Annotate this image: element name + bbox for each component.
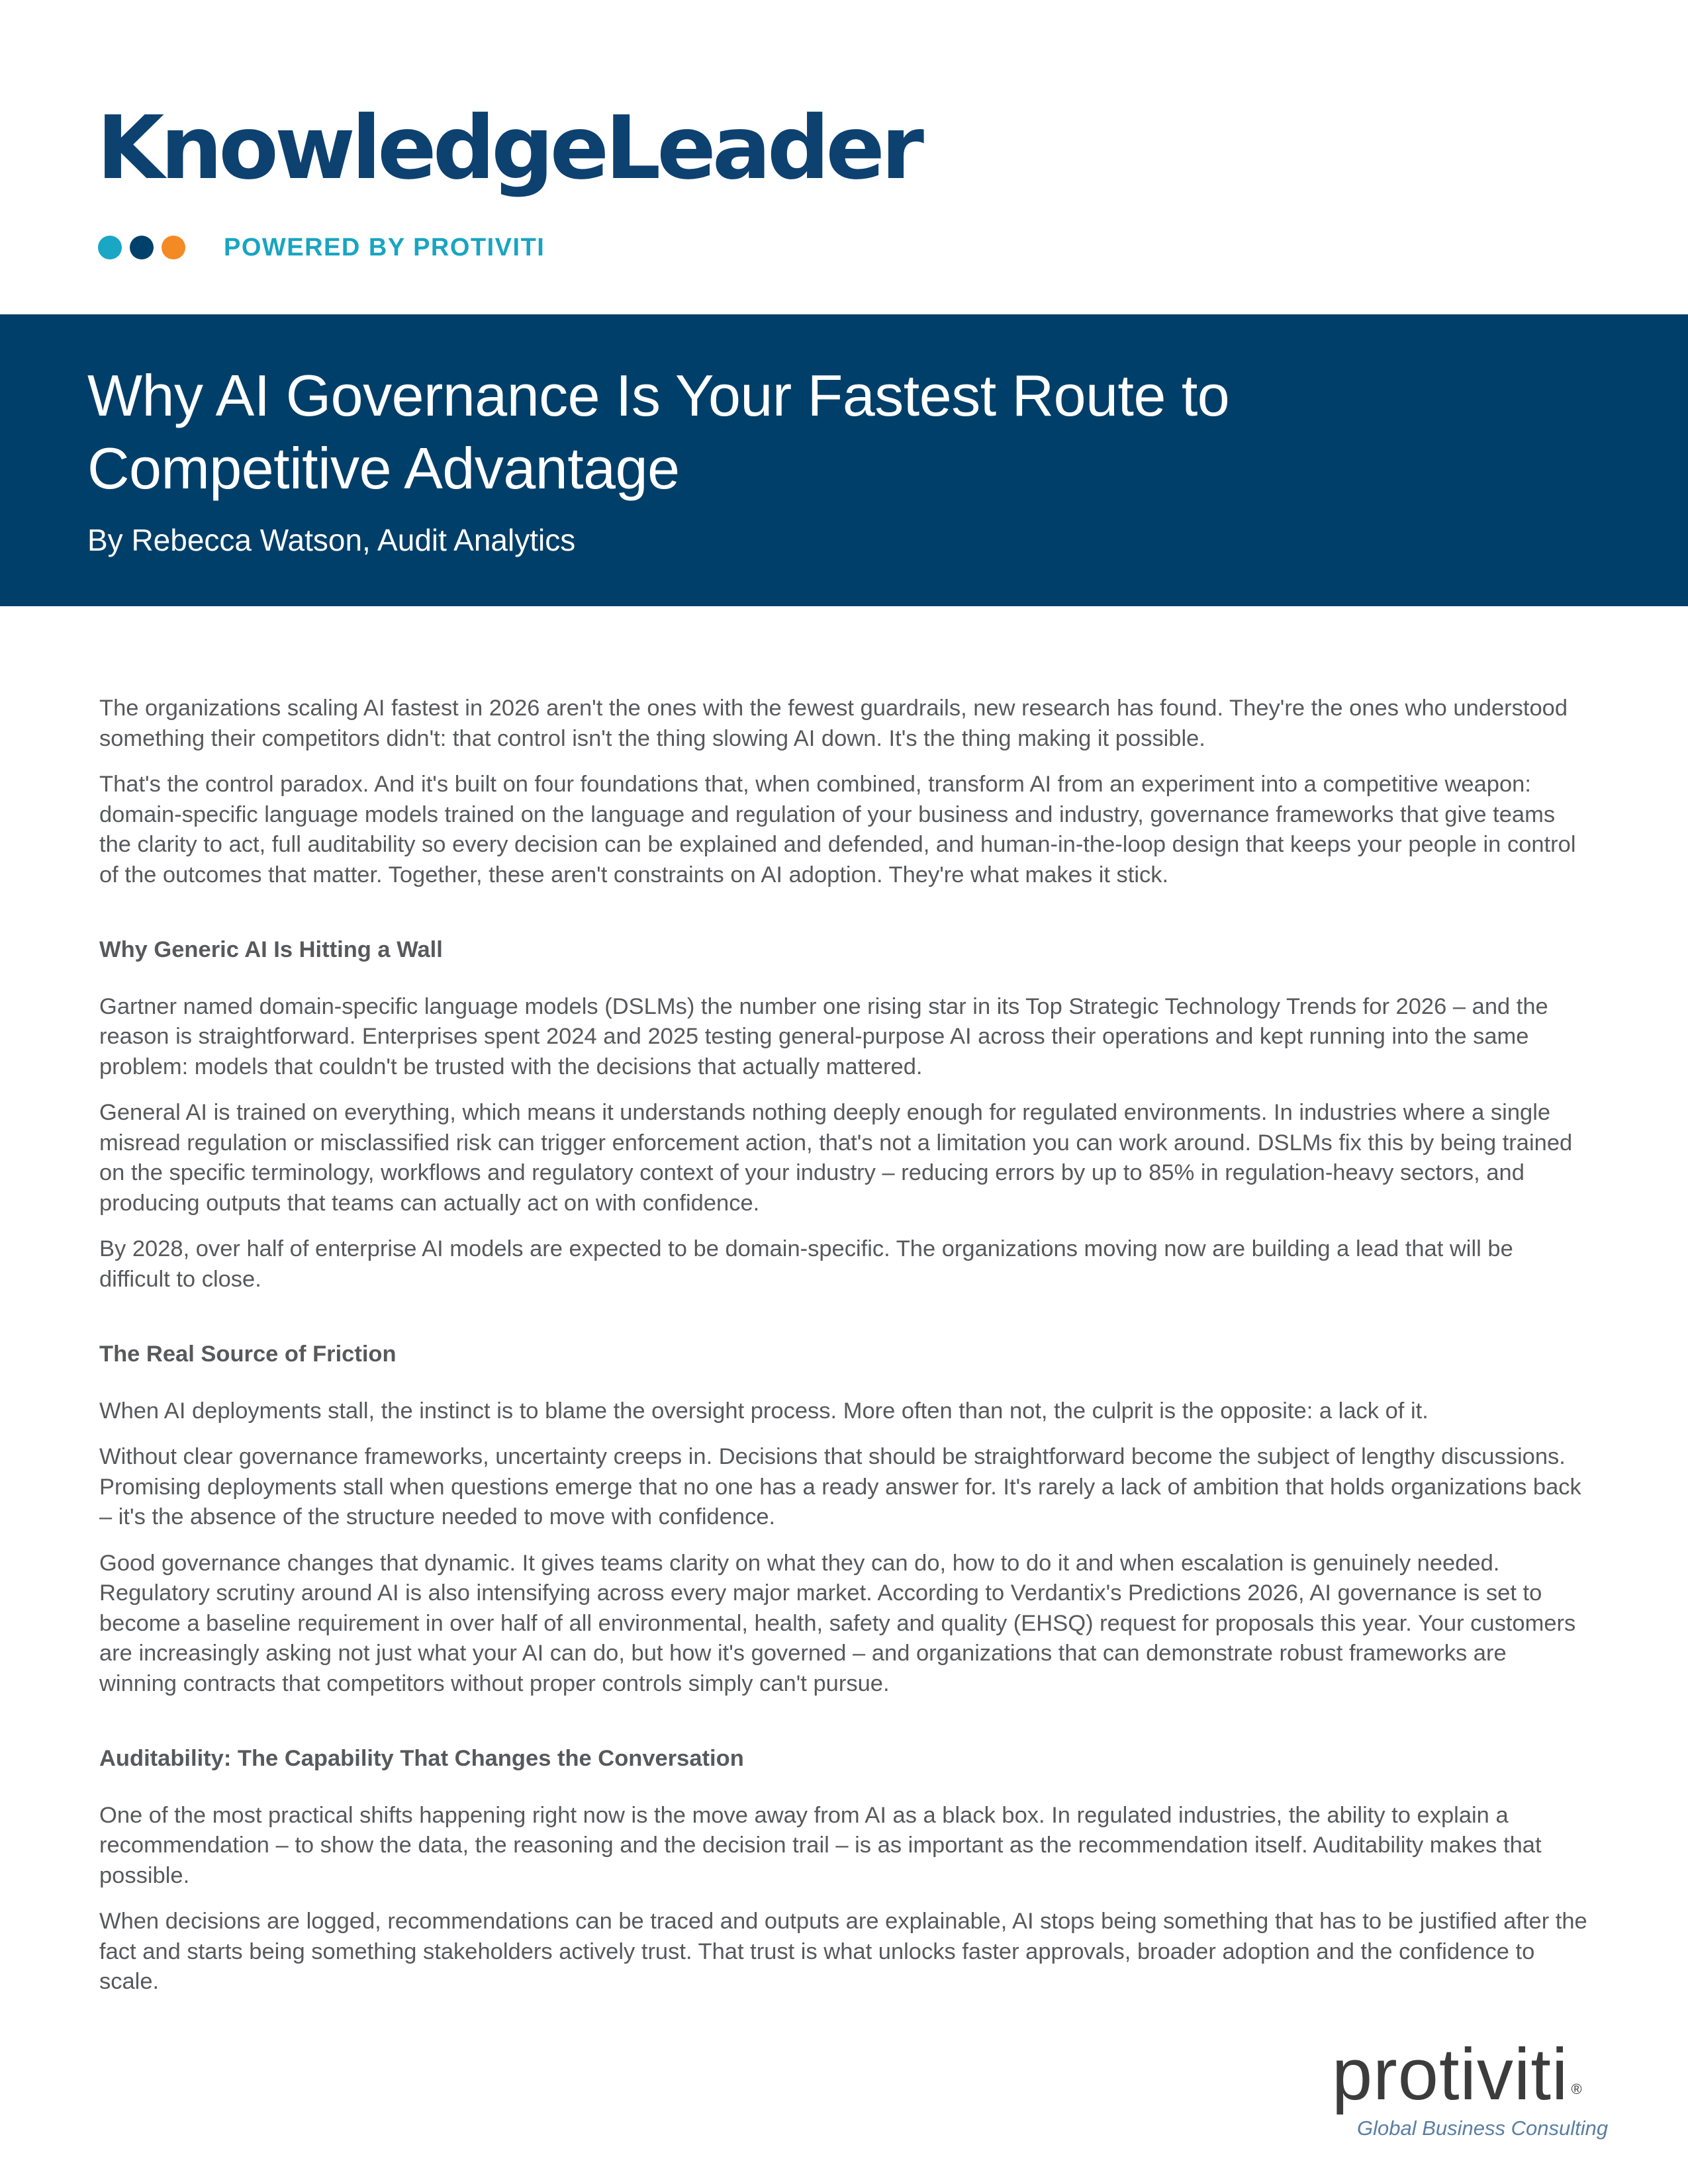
powered-by-text: POWERED BY PROTIVITI [224,233,545,261]
orange-dot-icon [162,236,185,259]
body-paragraph: Without clear governance frameworks, uncertainty creeps in. Decisions that should be straightforward become the subject of lengthy discussions. Promising deployments stall when questions emerge that no one has a ready answer for. It's rarely a lack of ambition that holds organizations back – it's the absence of the structure needed to move with confidence. [99,1444,1581,1529]
body-paragraph: Gartner named domain-specific language models (DSLMs) the number one rising star in its Top Strategic Technology Trends for 2026 – and the reason is straightforward. Enterprises spent 2024 and 2025 testing general-purpose AI across their operations and kept running into the same problem: models that couldn't be trusted with the decisions that actually mattered. [99,993,1548,1079]
byline: By Rebecca Watson, Audit Analytics [87,523,576,557]
section-auditability [99,1744,1589,1997]
knowledgeleader-logo: KnowledgeLeader [97,97,920,199]
wordmark-text: protiviti [1332,2034,1569,2115]
title-banner [0,314,1688,606]
body-paragraph: One of the most practical shifts happening right now is the move away from AI as a black box. In regulated industries, the ability to explain a recommendation – to show the data, the reasoning and the decision trail – is as important as the recommendation itself. Auditability makes that possible. [99,1802,1542,1888]
article-body [99,694,1589,2013]
section-generic-ai [99,935,1589,1295]
body-paragraph: By 2028, over half of enterprise AI models are expected to be domain-specific. The organizations moving now are building a lead that will be difficult to close. [99,1236,1513,1292]
protiviti-tagline: Global Business Consulting [1357,2116,1609,2140]
section-heading: Auditability: The Capability That Changes the Conversation [99,1746,744,1771]
powered-by-row [98,232,545,263]
body-paragraph: General AI is trained on everything, which means it understands nothing deeply enough for regulated environments. In industries where a single misread regulation or misclassified risk can trigger enforcement action, that's not a limitation you can work around. DSLMs fix this by being trained on the specific terminology, workflows and regulatory context of your industry – reducing errors by up to 85% in regulation-heavy sectors, and producing outputs that teams can actually act on with confidence. [99,1100,1573,1216]
registered-trademark-icon: ® [1571,2081,1583,2097]
section-heading: Why Generic AI Is Hitting a Wall [99,937,443,962]
navy-dot-icon [130,236,154,259]
intro-paragraph: The organizations scaling AI fastest in 2026 aren't the ones with the fewest guardrails, new research has found. They're the ones who understood something their competitors didn't: that control isn't the thing slowing AI down. It's the thing making it possible. [99,696,1568,751]
protiviti-logo [1332,2034,1609,2151]
section-heading: The Real Source of Friction [99,1342,397,1367]
intro-paragraph: That's the control paradox. And it's built on four foundations that, when combined, transform AI from an experiment into a competitive weapon: domain-specific language models trained on the language and regulation of your business and industry, governance frameworks that give teams the clarity to act, full auditability so every decision can be explained and defended, and human-in-the-loop design that keeps your people in control of the outcomes that matter. Together, these aren't constraints on AI adoption. They're what makes it stick. [99,772,1576,887]
body-paragraph: Good governance changes that dynamic. It gives teams clarity on what they can do, how to do it and when escalation is genuinely needed. Regulatory scrutiny around AI is also intensifying across every major market. According to Verdantix's Predictions 2026, AI governance is set to become a baseline requirement in over half of all environmental, health, safety and quality (EHSQ) request for proposals this year. Your customers are increasingly asking not just what your AI can do, but how it's governed – and organizations that can demonstrate robust frameworks are winning contracts that competitors without proper controls simply can't pursue. [99,1550,1576,1696]
section-friction [99,1340,1589,1699]
protiviti-wordmark [1332,2034,1583,2115]
page-title: Why AI Governance Is Your Fastest Route to Competitive Advantage [87,363,1230,501]
cyan-dot-icon [98,236,122,259]
body-paragraph: When decisions are logged, recommendations can be traced and outputs are explainable, AI stops being something that has to be justified after the fact and starts being something stakeholders actively trust. That trust is what unlocks faster approvals, broader adoption and the confidence to scale. [99,1909,1587,1994]
body-paragraph: When AI deployments stall, the instinct is to blame the oversight process. More often than not, the culprit is the opposite: a lack of it. [99,1398,1429,1424]
